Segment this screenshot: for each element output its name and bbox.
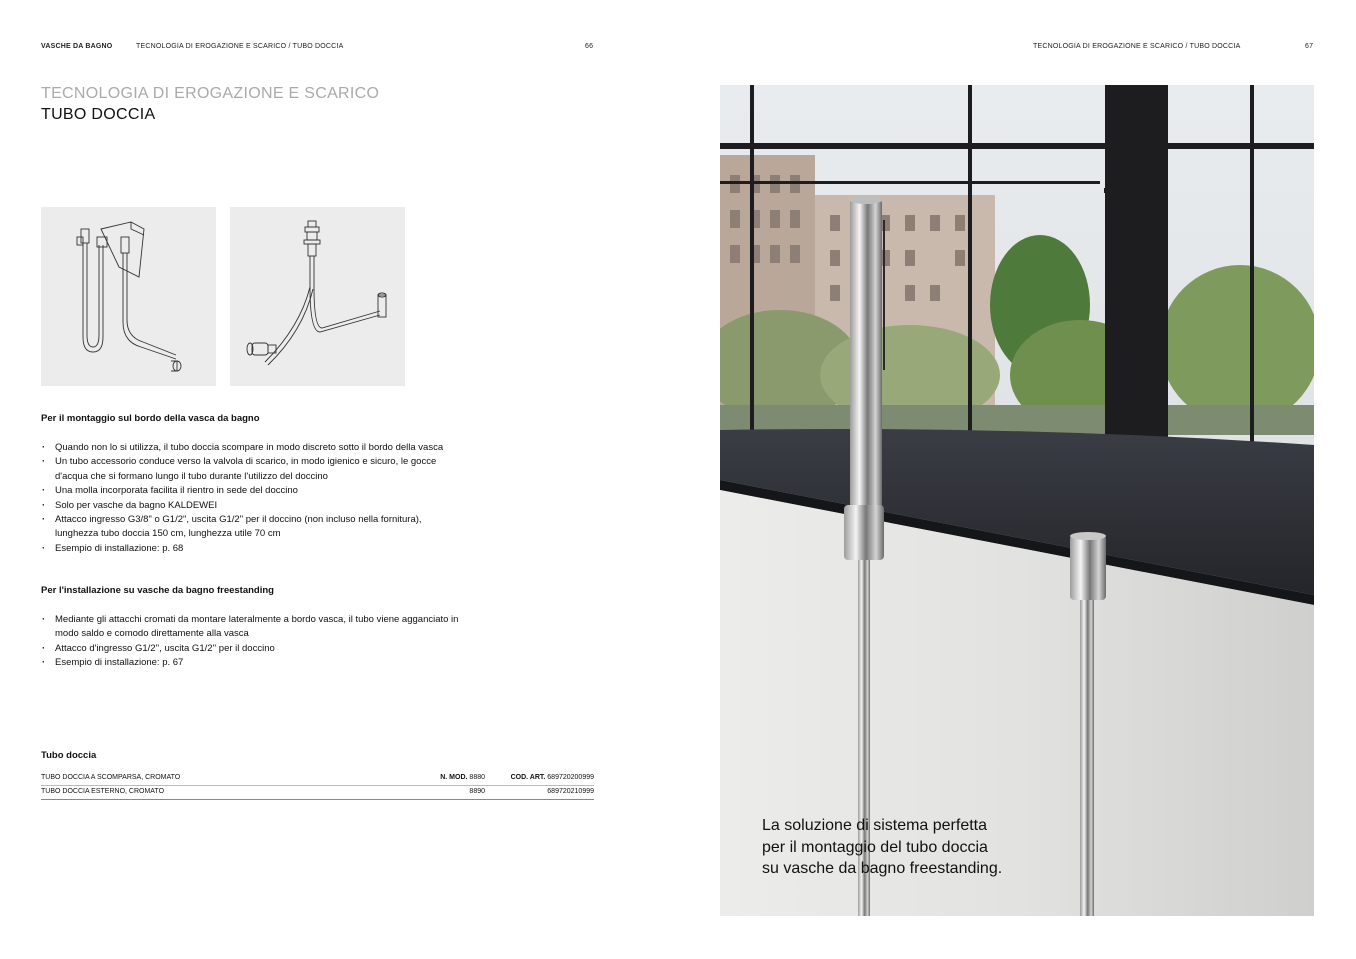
caption-line: per il montaggio del tubo doccia [762, 838, 988, 856]
header-breadcrumb-left: TECNOLOGIA DI EROGAZIONE E SCARICO / TUBO DOCCIA [136, 43, 344, 50]
list-item: · Esempio di installazione: p. 68 [41, 542, 461, 556]
page-number-left: 66 [585, 43, 594, 50]
table-row [41, 772, 594, 786]
model-number: 8890 [469, 788, 485, 795]
external-hose-drawing-icon [230, 207, 405, 386]
list-item: · Attacco ingresso G3/8" o G1/2", uscita G1/2" per il doccino (non incluso nella fornitura), lunghezza tubo doccia 150 cm, lunghezza utile 70 cm [41, 513, 461, 542]
product-table [41, 772, 594, 800]
article-code: 689720210999 [547, 788, 594, 795]
list-item: · Una molla incorporata facilita il rientro in sede del doccino [41, 484, 461, 498]
list-item: · Un tubo accessorio conduce verso la valvola di scarico, in modo igienico e sicuro, le gocce d'acqua che si formano lungo il tubo durante l'utilizzo del doccino [41, 455, 461, 484]
section-heading-freestanding: Per l'installazione su vasche da bagno freestanding [41, 585, 274, 596]
table-row [41, 786, 594, 800]
bullet-list-rim-mount [41, 441, 461, 556]
list-item: · Esempio di installazione: p. 67 [41, 656, 461, 670]
list-item: · Solo per vasche da bagno KALDEWEI [41, 499, 461, 513]
concealed-hose-drawing-icon [41, 207, 216, 386]
header-section: VASCHE DA BAGNO [41, 43, 113, 50]
page-number-right: 67 [1305, 43, 1314, 50]
page-title: TUBO DOCCIA [41, 106, 156, 123]
list-item: · Mediante gli attacchi cromati da montare lateralmente a bordo vasca, il tubo viene agganciato in modo saldo e comodo direttamente alla vasca [41, 613, 461, 642]
caption-line: su vasche da bagno freestanding. [762, 860, 1003, 877]
photo-caption [762, 815, 1002, 880]
section-heading-rim-mount: Per il montaggio sul bordo della vasca da bagno [41, 413, 260, 424]
table-heading: Tubo doccia [41, 750, 97, 761]
bullet-list-freestanding [41, 613, 461, 671]
model-number: N. MOD. 8880 [440, 774, 485, 781]
diagram-external-hose [230, 207, 405, 386]
page-title-category: TECNOLOGIA DI EROGAZIONE E SCARICO [41, 85, 380, 102]
product-name: TUBO DOCCIA A SCOMPARSA, CROMATO [41, 774, 181, 781]
product-name: TUBO DOCCIA ESTERNO, CROMATO [41, 788, 165, 795]
header-breadcrumb-right: TECNOLOGIA DI EROGAZIONE E SCARICO / TUBO DOCCIA [1033, 43, 1241, 50]
product-photo [720, 85, 1314, 916]
diagram-concealed-hose [41, 207, 216, 386]
list-item: · Attacco d'ingresso G1/2'', uscita G1/2'' per il doccino [41, 642, 461, 656]
article-code: COD. ART. 689720200999 [510, 774, 594, 781]
caption-line: La soluzione di sistema perfetta [762, 817, 988, 834]
bathtub-shower-photo-icon [720, 85, 1314, 916]
list-item: · Quando non lo si utilizza, il tubo doccia scompare in modo discreto sotto il bordo della vasca [41, 441, 461, 455]
